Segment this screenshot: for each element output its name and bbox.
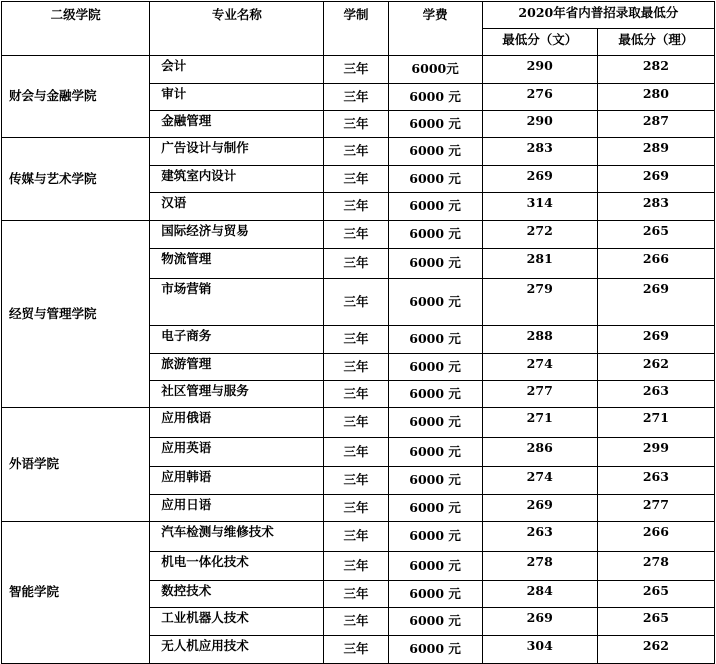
major-name: 会计 [150,56,324,84]
duration-cell: 三年 [324,84,388,111]
min-score-li: 269 [597,166,714,193]
duration-cell: 三年 [324,56,388,84]
min-score-wen: 279 [482,279,597,326]
duration-cell: 三年 [324,495,388,522]
min-score-li: 278 [597,552,714,581]
min-score-li: 265 [597,581,714,608]
duration-cell: 三年 [324,279,388,326]
major-name: 数控技术 [150,581,324,608]
duration-cell: 三年 [324,467,388,495]
tuition-cell: 6000 元 [388,581,482,608]
duration-cell: 三年 [324,636,388,664]
major-name: 建筑室内设计 [150,166,324,193]
min-score-li: 289 [597,138,714,166]
college-name: 财会与金融学院 [2,56,150,138]
tuition-cell: 6000 元 [388,522,482,552]
header-major: 专业名称 [150,2,324,56]
major-name: 应用韩语 [150,467,324,495]
major-name: 电子商务 [150,326,324,354]
major-name: 机电一体化技术 [150,552,324,581]
duration-cell: 三年 [324,111,388,138]
min-score-wen: 290 [482,111,597,138]
tuition-cell: 6000 元 [388,354,482,381]
min-score-wen: 288 [482,326,597,354]
duration-cell: 三年 [324,381,388,408]
major-name: 物流管理 [150,249,324,279]
major-name: 社区管理与服务 [150,381,324,408]
min-score-li: 263 [597,381,714,408]
major-name: 旅游管理 [150,354,324,381]
min-score-wen: 284 [482,581,597,608]
duration-cell: 三年 [324,221,388,249]
tuition-cell: 6000 元 [388,381,482,408]
college-name: 智能学院 [2,522,150,664]
min-score-li: 265 [597,608,714,636]
duration-cell: 三年 [324,249,388,279]
table-row [2,56,715,84]
tuition-cell: 6000 元 [388,608,482,636]
min-score-wen: 290 [482,56,597,84]
tuition-cell: 6000 元 [388,249,482,279]
college-name: 外语学院 [2,408,150,522]
major-name: 应用俄语 [150,408,324,438]
table-row [2,221,715,249]
tuition-cell: 6000 元 [388,193,482,221]
major-name: 审计 [150,84,324,111]
tuition-cell: 6000 元 [388,84,482,111]
duration-cell: 三年 [324,581,388,608]
min-score-wen: 263 [482,522,597,552]
min-score-wen: 269 [482,495,597,522]
tuition-cell: 6000 元 [388,221,482,249]
tuition-cell: 6000 元 [388,467,482,495]
min-score-li: 269 [597,279,714,326]
min-score-li: 283 [597,193,714,221]
tuition-cell: 6000 元 [388,636,482,664]
min-score-wen: 283 [482,138,597,166]
duration-cell: 三年 [324,166,388,193]
duration-cell: 三年 [324,552,388,581]
major-name: 国际经济与贸易 [150,221,324,249]
tuition-cell: 6000 元 [388,279,482,326]
major-name: 市场营销 [150,279,324,326]
min-score-li: 269 [597,326,714,354]
duration-cell: 三年 [324,193,388,221]
min-score-wen: 271 [482,408,597,438]
min-score-wen: 274 [482,354,597,381]
table-body [2,56,715,664]
header-duration: 学制 [324,2,388,56]
tuition-cell: 6000 元 [388,111,482,138]
min-score-wen: 304 [482,636,597,664]
major-name: 无人机应用技术 [150,636,324,664]
duration-cell: 三年 [324,408,388,438]
admission-score-table [1,1,715,664]
duration-cell: 三年 [324,354,388,381]
min-score-wen: 278 [482,552,597,581]
tuition-cell: 6000 元 [388,495,482,522]
min-score-li: 277 [597,495,714,522]
tuition-cell: 6000 元 [388,138,482,166]
min-score-li: 266 [597,522,714,552]
tuition-cell: 6000元 [388,56,482,84]
tuition-cell: 6000 元 [388,326,482,354]
min-score-wen: 276 [482,84,597,111]
table-row [2,522,715,552]
min-score-li: 280 [597,84,714,111]
tuition-cell: 6000 元 [388,438,482,467]
major-name: 汉语 [150,193,324,221]
min-score-wen: 314 [482,193,597,221]
duration-cell: 三年 [324,522,388,552]
min-score-li: 282 [597,56,714,84]
min-score-li: 266 [597,249,714,279]
min-score-li: 263 [597,467,714,495]
min-score-li: 287 [597,111,714,138]
tuition-cell: 6000 元 [388,552,482,581]
college-name: 经贸与管理学院 [2,221,150,408]
header-college: 二级学院 [2,2,150,56]
duration-cell: 三年 [324,326,388,354]
min-score-wen: 281 [482,249,597,279]
min-score-li: 262 [597,636,714,664]
min-score-wen: 269 [482,608,597,636]
min-score-wen: 274 [482,467,597,495]
min-score-li: 271 [597,408,714,438]
table-row [2,408,715,438]
college-name: 传媒与艺术学院 [2,138,150,221]
tuition-cell: 6000 元 [388,166,482,193]
major-name: 金融管理 [150,111,324,138]
min-score-li: 262 [597,354,714,381]
major-name: 广告设计与制作 [150,138,324,166]
major-name: 应用日语 [150,495,324,522]
table-row [2,138,715,166]
tuition-cell: 6000 元 [388,408,482,438]
duration-cell: 三年 [324,138,388,166]
header-min-li: 最低分（理） [597,29,714,56]
min-score-li: 299 [597,438,714,467]
duration-cell: 三年 [324,608,388,636]
min-score-wen: 269 [482,166,597,193]
major-name: 汽车检测与维修技术 [150,522,324,552]
header-min-wen: 最低分（文） [482,29,597,56]
major-name: 工业机器人技术 [150,608,324,636]
header-score-group: 2020年省内普招录取最低分 [482,2,714,29]
duration-cell: 三年 [324,438,388,467]
min-score-li: 265 [597,221,714,249]
min-score-wen: 272 [482,221,597,249]
min-score-wen: 277 [482,381,597,408]
min-score-wen: 286 [482,438,597,467]
major-name: 应用英语 [150,438,324,467]
header-tuition: 学费 [388,2,482,56]
